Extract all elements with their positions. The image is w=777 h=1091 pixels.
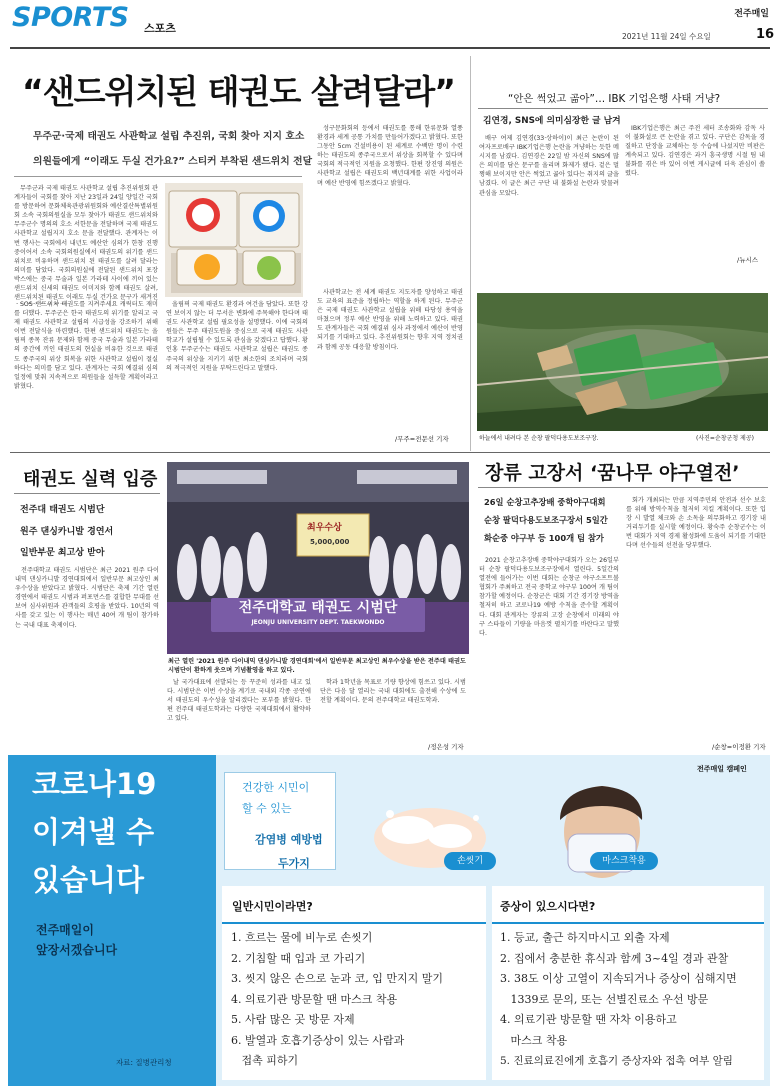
- tkd-caption: 최근 열린 '2021 원주 다이내믹 댄싱카니발 경연대회'에서 일반부문 최고상인 최우수상을 받은 전주대 태권도 시범단이 환하게 웃으며 기념촬영을 하고 있다.: [168, 658, 466, 674]
- section-title: SPORTS: [12, 2, 129, 33]
- tkd-byline: /정은성 기자: [428, 743, 464, 751]
- symptom-item: 4. 의료기관 방문할 땐 자차 이용하고: [500, 1013, 677, 1026]
- tkd-col-2-text: 날 국가대표에 선발되는 등 꾸준히 성과를 내고 있다. 시범단은 이번 수상을 계기로 국내외 각종 공연에서 태권도의 우수성을 알리겠다는 포부를 밝혔다. 한편 전주대 태권도학과는 다양한 국제대회에서 활약하고 있다.: [167, 679, 311, 723]
- sidebar-col-1: [479, 134, 619, 274]
- paper-name: 전주매일: [734, 9, 769, 19]
- tkd-subhead-2: 원주 댄싱카니발 경연서: [20, 527, 114, 537]
- main-col-3: [166, 300, 308, 470]
- stadium-photo: [477, 293, 768, 431]
- handwash-label: 손씻기: [444, 852, 496, 870]
- stadium-caption: 하늘에서 내려다 본 순창 팔덕다용도보조구장.: [479, 435, 599, 442]
- main-col-4: [317, 124, 463, 290]
- mask-label: 마스크착용: [590, 852, 658, 870]
- symptom-title: 증상이 있으시다면?: [500, 900, 596, 913]
- general-title-rule: [222, 922, 486, 924]
- tkd-col-3-text: 학과 1학년을 목표로 기량 향상에 힘쓰고 있다. 시범단은 다음 달 열리는 국내 대회에도 출전해 수상에 도전할 계획이다. 문의 전주대학교 태권도학과.: [320, 679, 466, 705]
- general-title: 일반시민이라면?: [232, 900, 313, 913]
- main-col-5: [317, 288, 463, 436]
- main-col-1: [14, 184, 158, 304]
- main-col-5-text: 사관학교는 전 세계 태권도 지도자를 양성하고 태권도 교육의 표준을 정립하는 역할을 하게 된다. 무주군은 국제 태권도 사관학교 설립을 위해 타당성 용역을 마쳤으며 정부 예산 반영을 위해 노력하고 있다. 태권도 관계자들은 국회 예결위 심사 과정에서 예산이 반영되기를 기대하고 있다. 추진위원회는 향후 지역 정치권과 함께 공동 대응할 방침이다.: [317, 289, 463, 351]
- sidebar-headline: “안은 썩었고 곪아”… IBK 기업은행 사태 거냥?: [508, 93, 721, 105]
- sidebar-col-1-text: 배구 여제 김연경(33·상하이)이 최근 논란이 된 여자프로배구 IBK기업은행 논란을 겨냥하는 듯한 메시지를 남겼다. 김연경은 22일 밤 자신의 SNS에 많은 의미를 담은 문구를 올리며 화제가 됐다. 겉은 멀쩡해 보이지만 안은 썩었고 곪아 있다는 취지의 글을 남겼다. 이 글은 최근 구단 내 불화설 논란과 맞물려 관심을 모았다.: [479, 135, 619, 197]
- general-item: 6. 발열과 호흡기증상이 있는 사람과: [231, 1033, 405, 1047]
- general-item: 5. 사람 많은 곳 방문 자제: [231, 1013, 355, 1026]
- baseball-col-2-text: 회가 개최되는 만큼 지역주민의 안전과 선수 보호를 위해 방역수칙을 철저히 지킬 계획이다. 또한 입장 시 발열 체크와 손 소독을 의무화하고 경기장 내 거리두기를 실시할 예정이다. 황숙주 순창군수는 이번 대회가 지역 경제 활성화에 도움이 되기를 기대한다며 선수들의 선전을 당부했다.: [626, 497, 766, 550]
- campaign-sponsor-1: 전주매일이: [36, 923, 94, 937]
- baseball-headline: 장류 고장서 ‘꿈나무 야구열전’: [485, 462, 740, 484]
- baseball-subhead-3: 화순중 야구부 등 100개 팀 참가: [484, 533, 604, 543]
- stadium-aerial-image: [477, 293, 768, 431]
- tkd-team-photo: [167, 462, 469, 654]
- sandwich-photo: [165, 183, 303, 297]
- symptom-item: 1. 등교, 출근 하지마시고 외출 자제: [500, 931, 670, 944]
- header-rule: [10, 47, 770, 49]
- tkd-col-1-text: 전주대학교 태권도 시범단은 최근 2021 원주 다이내믹 댄싱카니발 경연대회에서 일반부문 최고상인 최우수상을 받았다고 밝혔다. 시범단은 축제 기간 열린 경연에서 태권도 시범과 퍼포먼스를 결합한 무대를 선보여 심사위원과 관객들의 호평을 받았다. 10년의 역사를 갖고 있는 이 행사는 매년 40여 개 팀이 참가하는 국내 대표 축제이다.: [15, 567, 159, 629]
- campaign-sponsor-2: 앞장서겠습니다: [36, 943, 118, 957]
- tkd-subhead-3: 일반부문 최고상 받아: [20, 548, 105, 558]
- main-col-4-text: 성구문화회의 등에서 태권도를 통해 한류문화 열풍 환경과 세계 공통 가치를 만들어가겠다고 밝혔다. 또한 그동안 5cm 건설비용이 된 세계로 수백만 명이 수련하는 태권도의 종주국으로서 위상을 회복할 수 있다며 국회의 적극적인 지원을 요청했다. 한편 장진영 의원은 사관학교 설립은 태권도의 백년대계를 위한 사업이라며 예산 반영에 힘쓰겠다고 밝혔다.: [317, 125, 463, 187]
- column-divider: [470, 56, 471, 451]
- campaign-headline-1: 코로나19: [32, 767, 157, 801]
- tkd-award-card: 최우수상: [307, 523, 342, 533]
- tkd-banner: [211, 598, 425, 632]
- main-byline: /무주=전문선 기자: [395, 435, 449, 443]
- general-item: 4. 의료기관 방문할 땐 마스크 착용: [231, 992, 398, 1006]
- prevention-line-3: 감염병 예방법: [255, 833, 323, 846]
- page-number: 16: [756, 27, 775, 42]
- tkd-banner-kr: 전주대학교 태권도 시범단: [238, 600, 398, 616]
- general-item: 접촉 피하기: [231, 1054, 299, 1067]
- campaign-headline-2: 이겨낼 수: [32, 815, 155, 849]
- tkd-subhead-1: 전주대 태권도 시범단: [20, 505, 105, 515]
- sidebar-rule: [478, 108, 768, 109]
- sidebar-col-2: [625, 124, 765, 260]
- baseball-subhead-1: 26일 순창고추장배 중학야구대회: [484, 497, 606, 507]
- prevention-line-4: 두가지: [278, 857, 310, 870]
- symptom-list: [500, 928, 762, 1072]
- symptom-item: 3. 38도 이상 고열이 지속되거나 증상이 심해지면: [500, 972, 737, 985]
- main-subhead-1: 무주군·국제 태권도 사관학교 설립 추진위, 국회 찾아 지지 호소: [33, 131, 305, 142]
- tkd-col-3: [320, 678, 466, 740]
- main-subhead-2: 의원들에게 “이래도 두실 건가요?” 스티커 부착된 샌드위치 전달: [33, 156, 313, 167]
- tkd-banner-en: JEONJU UNIVERSITY DEPT. TAEKWONDO: [251, 619, 385, 626]
- tkd-rule: [14, 493, 160, 494]
- campaign-tag: 전주매일 캠페인: [697, 765, 747, 773]
- baseball-col-1-text: 2021 순창고추장배 중학야구대회가 오는 26일부터 순창 팔덕다용도보조구장에서 열린다. 5일간의 열전에 들어가는 이번 대회는 순창군 야구소프트볼협회가 주최하고 전국 중학교 야구부 100여 개 팀이 참가할 예정이다. 순창군은 대회 기간 경기장 방역을 철저히 하고 코로나19 예방 수칙을 준수할 계획이다. 대회 관계자는 장류의 고장 순창에서 미래의 야구 스타들이 기량을 마음껏 펼치기를 바란다고 말했다.: [479, 557, 619, 637]
- main-sub-rule: [14, 176, 302, 177]
- sidebar-col-2-text: IBK기업은행은 최근 주전 세터 조송화와 감독 사이 불화설로 큰 논란을 겪고 있다. 구단은 감독을 경질하고 단장을 교체하는 등 수습에 나섰지만 비판은 계속되고 있다. 김연경은 과거 흥국생명 시절 팀 내 불화를 겪은 바 있어 이번 게시글에 더욱 관심이 쏠렸다.: [625, 125, 765, 178]
- symptom-item: 2. 집에서 충분한 휴식과 함께 3~4일 경과 관찰: [500, 951, 729, 965]
- baseball-col-1: [479, 556, 619, 748]
- main-col-3-text: 올림픽 국제 태권도 환경과 여건을 담았다. 또한 강연 보이지 않는 더 무서운 변화에 주목해야 한다며 태권도 사관학교 설립 필요성을 설명했다. 이에 국회의원들은 무주 태권도원을 중심으로 국제 태권도 사관학교가 설립될 수 있도록 관심을 갖겠다고 답했다. 황인홍 무주군수는 태권도 사관학교 설립은 태권도 종주국의 위상을 지키기 위한 최소한의 조치라며 국회의 적극적인 지원을 부탁드린다고 말했다.: [166, 301, 308, 372]
- general-item: 2. 기침할 때 입과 코 가리기: [231, 951, 366, 965]
- tkd-col-1: [15, 566, 159, 701]
- symptom-item: 마스크 착용: [500, 1033, 568, 1047]
- baseball-byline: /순창=이정환 기자: [712, 743, 766, 751]
- section-title-kr: 스포츠: [144, 22, 176, 35]
- symptom-item: 1339로 문의, 또는 선별진료소 우선 방문: [500, 992, 709, 1006]
- prevention-line-1: 건강한 시민이: [242, 781, 310, 794]
- baseball-col-2: [626, 496, 766, 732]
- symptom-item: 5. 진료의료진에게 호흡기 증상자와 접촉 여부 알림: [500, 1055, 733, 1067]
- issue-date: 2021년 11월 24일 수요일: [622, 32, 711, 41]
- tkd-award-amount: 5,000,000: [310, 538, 350, 546]
- sidebar-subhead: 김연경, SNS에 의미심장한 글 남겨: [483, 116, 621, 126]
- tkd-col-2: [167, 678, 311, 750]
- symptom-title-rule: [492, 922, 764, 924]
- main-col-1-text: 무주군과 국제 태권도 사관학교 설립 추진위원회 관계자들이 국회를 찾아 지난 23일과 24일 양일간 국회를 방문하여 문화체육관광위원회와 예산결산특별위원회 소속 국회의원실을 모두 찾아가 태권도 샌드위치와 무주군수 명의의 호소 서한문을 전달하며 국제 태권도 사관학교 설립지지 호소 문을 전달했다. 관계자는 이번 행사는 국회에서 내년도 예산안 심의가 한창 진행 중이어서 소속 국회의원실에서 태권도의 위기를 샌드위치로 비유하며 샌드위치 된 태권도를 살려 달라는 의미를 담았다. 국회의원실에 전달된 샌드위치 포장 박스에는 중국 무술과 일본 가라테 사이에 끼어 있는 샌드위치 신세의 태권도 이미지와 함께 태권도 살려, 샌드위치된 태권도 이래도 두실 건가요 문구가 새겨진: [14, 185, 158, 302]
- tkd-headline: 태권도 실력 입증: [23, 469, 158, 490]
- main-col-2: [14, 300, 158, 470]
- general-list: [231, 928, 483, 1072]
- general-item: 3. 씻지 않은 손으로 눈과 코, 입 만지지 말기: [231, 972, 443, 985]
- sidebar-byline: /뉴시스: [737, 256, 759, 264]
- main-headline: “샌드위치된 태권도 살려달라”: [22, 72, 455, 111]
- baseball-rule: [478, 487, 768, 488]
- campaign-source: 자료: 질병관리청: [116, 1058, 172, 1067]
- baseball-subhead-2: 순창 팔덕다용도보조구장서 5일간: [484, 515, 608, 525]
- campaign-headline-3: 있습니다: [32, 863, 145, 897]
- mid-rule: [10, 452, 770, 453]
- prevention-line-2: 할 수 있는: [242, 802, 292, 815]
- stadium-credit: (사진=순창군청 제공): [696, 435, 754, 442]
- sandwich-illustration: [165, 183, 303, 297]
- general-item: 1. 흐르는 물에 비누로 손씻기: [231, 931, 373, 944]
- main-col-2-text: SOS 샌드위치 태권도를 지켜주세요 캐릭터도 재미를 더했다. 무주군은 한국 태권도의 위기를 알리고 국제 태권도 사관학교 설립의 시급성을 강조하기 위해 이번 전달식을 마련했다. 한편 샌드위치 태권도는 올림픽 종목 잔류 문제와 함께 중국 무술과 일본 가라테의 중간에 끼인 태권도의 현실을 비유한 것으로 태권도 종주국의 위상 회복을 위한 사관학교 설립이 절실하다는 의미를 담고 있다. 관계자는 국회 예결위 심의 일정에 맞춰 지속적으로 의원들을 설득할 계획이라고 밝혔다.: [14, 301, 158, 390]
